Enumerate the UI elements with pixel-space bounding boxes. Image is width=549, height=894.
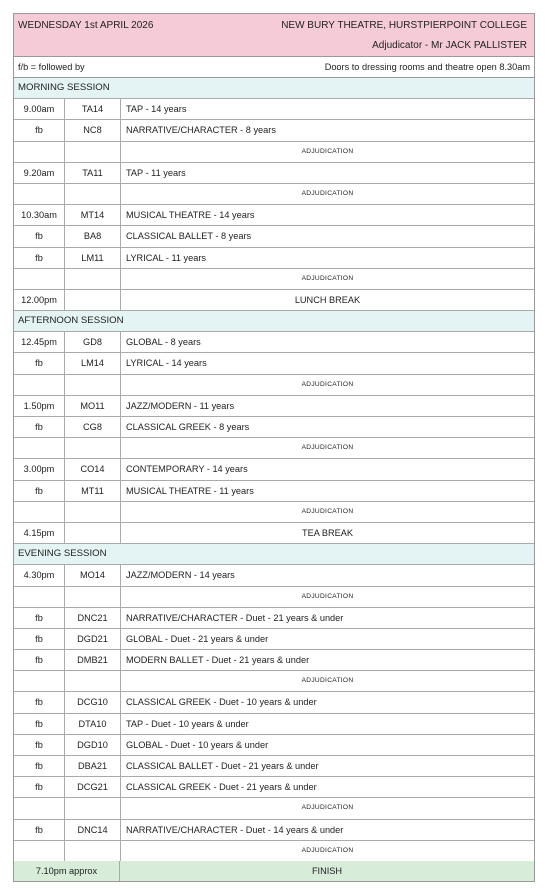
class-code-cell [65, 671, 121, 691]
session-title: MORNING SESSION [14, 78, 534, 99]
class-code-cell [65, 142, 121, 162]
event-cell: CLASSICAL BALLET - 8 years [126, 231, 252, 242]
break-label: TEA BREAK [301, 527, 354, 538]
class-code-cell [65, 841, 121, 861]
event-cell: NARRATIVE/CHARACTER - 8 years [126, 125, 276, 136]
class-code-cell [65, 184, 121, 204]
session-title: EVENING SESSION [14, 544, 534, 565]
adjudication-row [14, 841, 534, 861]
break-label: LUNCH BREAK [294, 294, 361, 305]
time-cell [14, 587, 65, 607]
time-cell: 9.00am [14, 99, 65, 119]
event-cell: CLASSICAL GREEK - 8 years [126, 422, 250, 432]
time-cell: 12.00pm [14, 290, 65, 310]
adjudication-label: ADJUDICATION [301, 444, 354, 452]
event-cell: TAP - 14 years [126, 104, 187, 115]
event-cell: MUSICAL THEATRE - 11 years [126, 485, 254, 496]
adjudication-row [14, 269, 534, 290]
event-cell: TAP - 11 years [126, 167, 186, 178]
doors-open-note: Doors to dressing rooms and theatre open 8.30am [324, 62, 530, 72]
class-code-cell [65, 375, 121, 395]
event-cell: CLASSICAL GREEK - Duet - 10 years & under [126, 697, 317, 708]
class-code-cell: MT11 [65, 481, 121, 501]
class-code-cell: BA8 [65, 226, 121, 246]
event-cell: JAZZ/MODERN - 11 years [126, 400, 235, 411]
time-cell [14, 438, 65, 458]
time-cell [14, 502, 65, 522]
time-cell [14, 375, 65, 395]
event-cell: NARRATIVE/CHARACTER - Duet - 21 years & under [126, 612, 344, 623]
class-code-cell: MO14 [65, 565, 121, 585]
schedule-row [14, 692, 534, 713]
schedule-sheet [13, 13, 535, 882]
class-code-cell: TA11 [65, 163, 121, 183]
time-cell: 9.20am [14, 163, 65, 183]
time-cell [14, 142, 65, 162]
time-cell: fb [14, 820, 65, 840]
event-cell: MUSICAL THEATRE - 14 years [126, 210, 255, 221]
event-cell: GLOBAL - Duet - 21 years & under [126, 633, 269, 644]
time-cell: fb [14, 226, 65, 246]
class-code-cell: DBA21 [65, 756, 121, 776]
schedule-row [14, 332, 534, 353]
time-cell: fb [14, 417, 65, 437]
time-cell: fb [14, 120, 65, 140]
event-cell: JAZZ/MODERN - 14 years [126, 570, 235, 581]
time-cell: fb [14, 777, 65, 797]
class-code-cell: DGD21 [65, 629, 121, 649]
time-cell [14, 841, 65, 861]
followed-by-legend: f/b = followed by [18, 62, 85, 72]
time-cell [14, 671, 65, 691]
time-cell: fb [14, 608, 65, 628]
schedule-row [14, 248, 534, 269]
time-cell: 4.15pm [14, 523, 65, 543]
schedule-row [14, 353, 534, 374]
adjudication-row [14, 184, 534, 205]
event-cell: NARRATIVE/CHARACTER - Duet - 14 years & under [126, 824, 344, 835]
time-cell: 3.00pm [14, 459, 65, 479]
class-code-cell [65, 438, 121, 458]
adjudication-row [14, 671, 534, 692]
finish-label: FINISH [311, 865, 343, 876]
class-code-cell [65, 290, 121, 310]
info-row [14, 57, 534, 78]
time-cell: 4.30pm [14, 565, 65, 585]
event-cell: CLASSICAL GREEK - Duet - 21 years & under [126, 782, 317, 793]
event-cell: GLOBAL - Duet - 10 years & under [126, 739, 269, 750]
schedule-row [14, 120, 534, 141]
class-code-cell: CO14 [65, 459, 121, 479]
break-row [14, 290, 534, 311]
time-cell: 10.30am [14, 205, 65, 225]
class-code-cell [65, 587, 121, 607]
schedule-row [14, 777, 534, 798]
class-code-cell: DNC21 [65, 608, 121, 628]
adjudication-label: ADJUDICATION [301, 677, 354, 685]
time-cell: fb [14, 481, 65, 501]
adjudication-label: ADJUDICATION [301, 846, 354, 854]
adjudication-label: ADJUDICATION [301, 189, 354, 197]
adjudication-row [14, 502, 534, 523]
time-cell [14, 184, 65, 204]
schedule-row [14, 481, 534, 502]
adjudication-label: ADJUDICATION [301, 147, 354, 155]
time-cell: fb [14, 650, 65, 670]
adjudication-row [14, 375, 534, 396]
time-cell: fb [14, 248, 65, 268]
class-code-cell: CG8 [65, 417, 121, 437]
time-cell: fb [14, 353, 65, 373]
schedule-row [14, 820, 534, 841]
schedule-row [14, 756, 534, 777]
event-cell: MODERN BALLET - Duet - 21 years & under [126, 655, 310, 666]
adjudication-row [14, 587, 534, 608]
time-cell: 1.50pm [14, 396, 65, 416]
schedule-row [14, 459, 534, 480]
sessions-container [14, 78, 534, 861]
adjudication-label: ADJUDICATION [301, 274, 354, 282]
schedule-row [14, 417, 534, 438]
event-cell: CONTEMPORARY - 14 years [126, 464, 248, 475]
class-code-cell [65, 523, 121, 543]
class-code-cell: TA14 [65, 99, 121, 119]
class-code-cell: DTA10 [65, 714, 121, 734]
event-cell: CLASSICAL BALLET - Duet - 21 years & under [126, 761, 319, 771]
event-cell: LYRICAL - 14 years [126, 358, 207, 369]
schedule-row [14, 735, 534, 756]
class-code-cell [65, 269, 121, 289]
adjudication-label: ADJUDICATION [301, 592, 354, 600]
schedule-row [14, 99, 534, 120]
time-cell [14, 798, 65, 818]
time-cell: fb [14, 714, 65, 734]
adjudicator-name: Adjudicator - Mr JACK PALLISTER [372, 40, 527, 51]
time-cell: fb [14, 735, 65, 755]
schedule-row [14, 226, 534, 247]
class-code-cell: NC8 [65, 120, 121, 140]
finish-time: 7.10pm approx [14, 861, 120, 881]
class-code-cell: DCG10 [65, 692, 121, 712]
event-cell: GLOBAL - 8 years [126, 337, 201, 348]
session-title: AFTERNOON SESSION [14, 311, 534, 332]
class-code-cell: DCG21 [65, 777, 121, 797]
time-cell: fb [14, 756, 65, 776]
class-code-cell [65, 798, 121, 818]
schedule-header [14, 14, 534, 57]
class-code-cell [65, 502, 121, 522]
finish-row [14, 861, 534, 881]
time-cell: 12.45pm [14, 332, 65, 352]
schedule-row [14, 650, 534, 671]
schedule-row [14, 163, 534, 184]
schedule-row [14, 396, 534, 417]
schedule-row [14, 629, 534, 650]
class-code-cell: GD8 [65, 332, 121, 352]
class-code-cell: MT14 [65, 205, 121, 225]
time-cell: fb [14, 692, 65, 712]
schedule-row [14, 565, 534, 586]
adjudication-row [14, 142, 534, 163]
adjudication-label: ADJUDICATION [301, 507, 354, 515]
adjudication-row [14, 798, 534, 819]
adjudication-label: ADJUDICATION [301, 804, 354, 812]
break-row [14, 523, 534, 544]
event-cell: LYRICAL - 11 years [126, 252, 206, 263]
venue-name: NEW BURY THEATRE, HURSTPIERPOINT COLLEGE [281, 20, 527, 31]
class-code-cell: LM11 [65, 248, 121, 268]
class-code-cell: DMB21 [65, 650, 121, 670]
event-cell: TAP - Duet - 10 years & under [126, 718, 249, 729]
adjudication-label: ADJUDICATION [301, 380, 354, 388]
event-date: WEDNESDAY 1st APRIL 2026 [18, 20, 154, 31]
class-code-cell: MO11 [65, 396, 121, 416]
schedule-row [14, 714, 534, 735]
adjudication-row [14, 438, 534, 459]
class-code-cell: LM14 [65, 353, 121, 373]
class-code-cell: DNC14 [65, 820, 121, 840]
class-code-cell: DGD10 [65, 735, 121, 755]
schedule-row [14, 608, 534, 629]
time-cell: fb [14, 629, 65, 649]
schedule-row [14, 205, 534, 226]
time-cell [14, 269, 65, 289]
